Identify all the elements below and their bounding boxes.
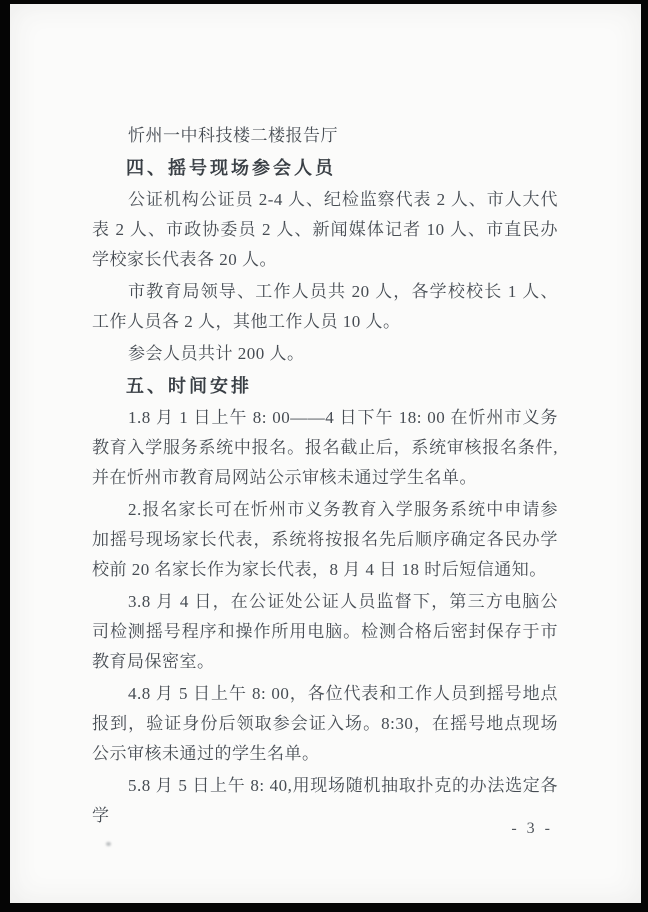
paragraph-venue-line: 忻州一中科技楼二楼报告厅	[128, 126, 338, 145]
section-heading-schedule: 五、时间安排	[126, 376, 252, 396]
paragraph-schedule-item-3: 3.8 月 4 日，在公证处公证人员监督下，第三方电脑公司检测摇号程序和操作所用电脑。检测合格后密封保存于市教育局保密室。	[92, 592, 558, 671]
paragraph-representatives: 公证机构公证员 2-4 人、纪检监察代表 2 人、市人大代表 2 人、市政协委员 2 人、新闻媒体记者 10 人、市直民办学校家长代表各 20 人。	[92, 190, 558, 269]
paragraph-staff: 市教育局领导、工作人员共 20 人，各学校校长 1 人、工作人员各 2 人，其他工作人员 10 人。	[92, 282, 558, 331]
paragraph-schedule-item-1: 1.8 月 1 日上午 8: 00——4 日下午 18: 00 在忻州市义务教育入学服务系统中报名。报名截止后，系统审核报名条件,并在忻州市教育局网站公示审核未通过学生名单。	[92, 408, 558, 487]
paragraph-total-attendees: 参会人员共计 200 人。	[128, 344, 305, 363]
section-heading-participants: 四、摇号现场参会人员	[126, 158, 336, 178]
paragraph-schedule-item-5: 5.8 月 5 日上午 8: 40,用现场随机抽取扑克的办法选定各学	[92, 776, 558, 825]
paragraph-schedule-item-2: 2.报名家长可在忻州市义务教育入学服务系统中申请参加摇号现场家长代表，系统将按报名先后顺序确定各民办学校前 20 名家长作为家长代表，8 月 4 日 18 时后短信通知。	[92, 500, 558, 579]
paragraph-schedule-item-4: 4.8 月 5 日上午 8: 00，各位代表和工作人员到摇号地点报到，验证身份后领取参会证入场。8:30，在摇号地点现场公示审核未通过的学生名单。	[92, 684, 558, 763]
document-body	[92, 121, 558, 833]
scan-noise-speck	[106, 842, 111, 846]
page-number: - 3 -	[511, 820, 553, 837]
